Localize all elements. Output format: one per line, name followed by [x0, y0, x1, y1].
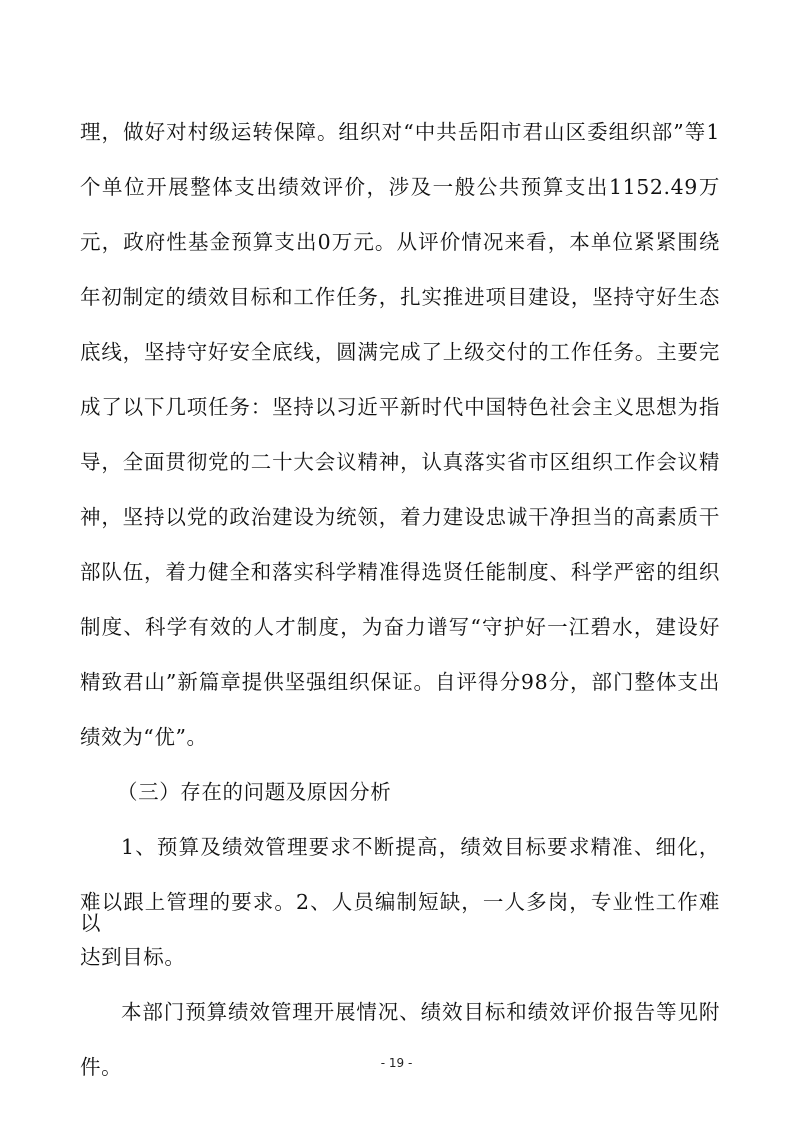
text-line: 元，政府性基金预算支出0万元。从评价情况来看，本单位紧紧围绕: [80, 230, 720, 254]
text-line: 神，坚持以党的政治建设为统领，着力建设忠诚干净担当的高素质干: [80, 505, 720, 529]
text-line: 难以跟上管理的要求。2、人员编制短缺，一人多岗，专业性工作难以: [80, 890, 720, 935]
text-line: 年初制定的绩效目标和工作任务，扎实推进项目建设，坚持守好生态: [80, 285, 720, 309]
paragraph-evaluation-summary: [80, 122, 720, 748]
text-line: 部队伍，着力健全和落实科学精准得选贤任能制度、科学严密的组织: [80, 560, 720, 584]
text-line: 成了以下几项任务：坚持以习近平新时代中国特色社会主义思想为指: [80, 395, 720, 419]
text-line: 制度、科学有效的人才制度，为奋力谱写“守护好一江碧水，建设好: [80, 615, 720, 639]
text-line: 1、预算及绩效管理要求不断提高，绩效目标要求精准、细化，: [121, 835, 720, 859]
document-body: [80, 122, 720, 1112]
page-number: - 19 -: [380, 1056, 413, 1070]
text-line: 底线，坚持守好安全底线，圆满完成了上级交付的工作任务。主要完: [80, 340, 720, 364]
text-line: 达到目标。: [80, 945, 186, 969]
text-line: 本部门预算绩效管理开展情况、绩效目标和绩效评价报告等见附: [121, 1000, 720, 1024]
section-heading: （三）存在的问题及原因分析: [117, 780, 392, 804]
text-line: 精致君山”新篇章提供坚强组织保证。自评得分98分，部门整体支出: [80, 670, 720, 694]
text-line: 绩效为“优”。: [80, 725, 208, 749]
text-line: 个单位开展整体支出绩效评价，涉及一般公共预算支出1152.49万: [80, 175, 720, 199]
text-line: 件。: [80, 1055, 123, 1079]
paragraph-problems: [80, 837, 720, 968]
text-line: 导，全面贯彻党的二十大会议精神，认真落实省市区组织工作会议精: [80, 450, 720, 474]
text-line: 理，做好对村级运转保障。组织对“中共岳阳市君山区委组织部”等1: [80, 120, 720, 144]
